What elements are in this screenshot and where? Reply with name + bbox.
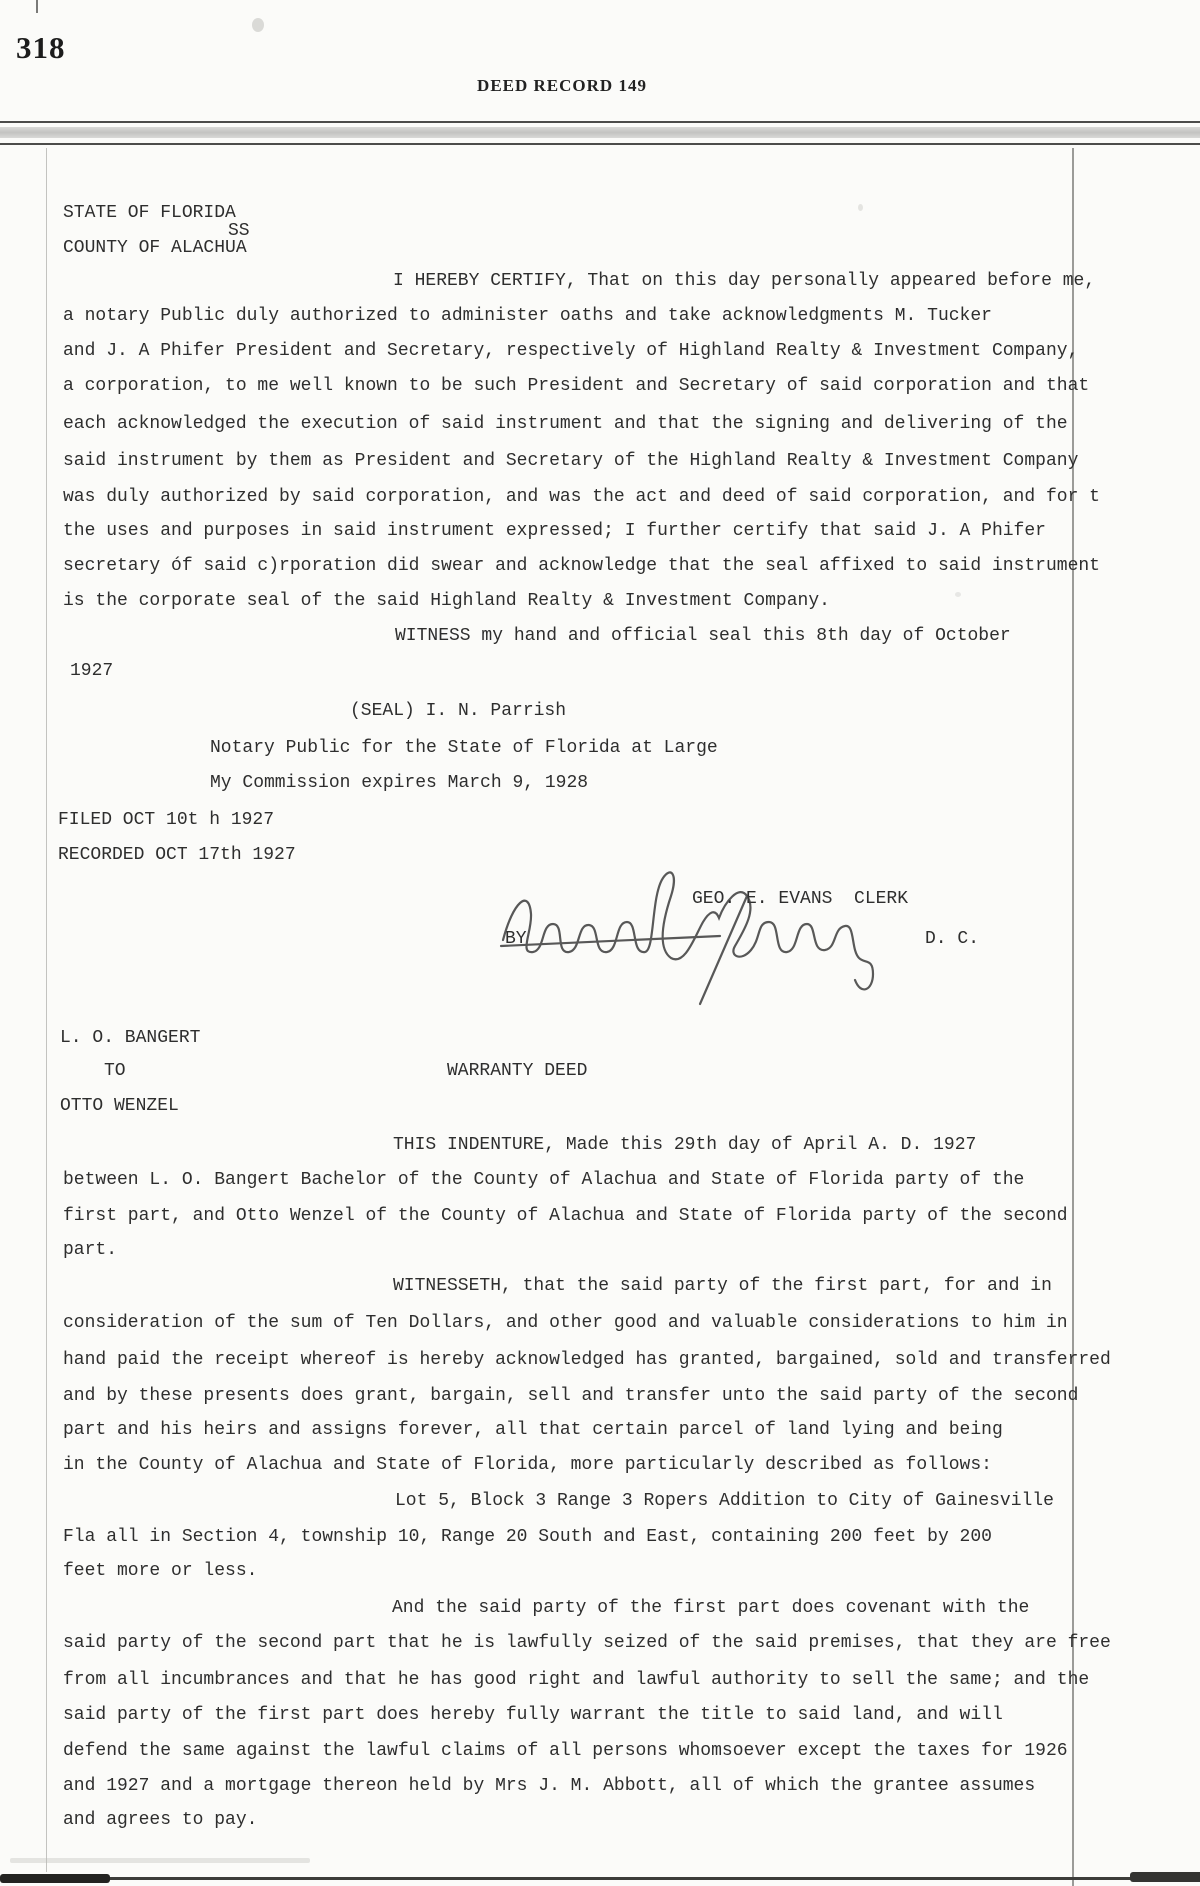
clerk-signature-scrawl	[495, 862, 880, 1007]
filed-line: FILED OCT 10t h 1927	[58, 810, 275, 830]
deed-body-line: from all incumbrances and that he has good right and lawful authority to sell the same; and the	[63, 1670, 1090, 1690]
legal-description-line: Lot 5, Block 3 Range 3 Ropers Addition to City of Gainesville	[395, 1491, 1054, 1511]
witness-year: 1927	[70, 661, 114, 681]
page-bottom-rule	[45, 1877, 1135, 1880]
notary-body-line: said instrument by them as President and Secretary of the Highland Realty & Investment Company	[63, 451, 1079, 471]
deed-body-line: in the County of Alachua and State of Florida, more particularly described as follows:	[63, 1455, 992, 1475]
scan-smudge	[10, 1858, 310, 1863]
page-number: 318	[16, 30, 66, 65]
indenture-line: THIS INDENTURE, Made this 29th day of April A. D. 1927	[393, 1135, 977, 1155]
notary-body-line: and J. A Phifer President and Secretary, respectively of Highland Realty & Investment Company,	[63, 341, 1079, 361]
deed-body-line: and agrees to pay.	[63, 1810, 258, 1830]
notary-body-line: was duly authorized by said corporation, and was the act and deed of said corporation, and for t	[63, 487, 1100, 507]
scan-smudge	[858, 204, 863, 211]
deed-body-line: first part, and Otto Wenzel of the County of Alachua and State of Florida party of the second	[63, 1206, 1068, 1226]
state-caption: STATE OF FLORIDA	[63, 203, 236, 223]
notary-body-line: a corporation, to me well known to be such President and Secretary of said corporation and that	[63, 376, 1090, 396]
deed-body-line: and 1927 and a mortgage thereon held by Mrs J. M. Abbott, all of which the grantee assumes	[63, 1776, 1036, 1796]
scan-smudge	[955, 592, 961, 597]
by-label: BY	[505, 929, 527, 949]
header-rule-band	[0, 127, 1200, 138]
notary-body-line: each acknowledged the execution of said instrument and that the signing and delivering of the	[63, 414, 1068, 434]
header-rule-bottom	[0, 143, 1200, 145]
scan-smudge	[252, 18, 264, 32]
notary-body-line: is the corporate seal of the said Highland Realty & Investment Company.	[63, 591, 830, 611]
grantee-name: OTTO WENZEL	[60, 1096, 179, 1116]
deed-body-line: defend the same against the lawful claims of all persons whomsoever except the taxes for 1926	[63, 1741, 1068, 1761]
notary-body-line: the uses and purposes in said instrument expressed; I further certify that said J. A Phifer	[63, 521, 1046, 541]
deed-body-line: hand paid the receipt whereof is hereby acknowledged has granted, bargained, sold and transferred	[63, 1350, 1111, 1370]
deed-body-line: said party of the second part that he is lawfully seized of the said premises, that they are free	[63, 1633, 1111, 1653]
header-rule-top	[0, 121, 1200, 123]
left-margin-line	[46, 148, 47, 1872]
deed-body-line: consideration of the sum of Ten Dollars, and other good and valuable considerations to him in	[63, 1313, 1068, 1333]
deed-body-line: between L. O. Bangert Bachelor of the County of Alachua and State of Florida party of the	[63, 1170, 1025, 1190]
scan-artifact-blob	[1130, 1872, 1200, 1882]
notary-public-line: Notary Public for the State of Florida at Large	[210, 738, 718, 758]
commission-line: My Commission expires March 9, 1928	[210, 773, 589, 793]
deed-body-line: part and his heirs and assigns forever, all that certain parcel of land lying and being	[63, 1420, 1003, 1440]
grantor-name: L. O. BANGERT	[60, 1028, 201, 1048]
deed-body-line: said party of the first part does hereby fully warrant the title to said land, and will	[63, 1705, 1003, 1725]
notary-body-line: secretary óf said c)rporation did swear and acknowledge that the seal affixed to said instrument	[63, 556, 1100, 576]
covenant-line: And the said party of the first part does covenant with the	[392, 1598, 1030, 1618]
scan-artifact-blob	[0, 1874, 110, 1883]
recorded-line: RECORDED OCT 17th 1927	[58, 845, 296, 865]
ss-caption: SS	[228, 221, 250, 241]
to-label: TO	[104, 1061, 126, 1081]
deed-body-line: part.	[63, 1240, 118, 1260]
certify-line: I HEREBY CERTIFY, That on this day personally appeared before me,	[393, 271, 1096, 291]
legal-description-line: Fla all in Section 4, township 10, Range 20 South and East, containing 200 feet by 200	[63, 1527, 992, 1547]
deed-type-title: WARRANTY DEED	[447, 1061, 588, 1081]
deputy-clerk-label: D. C.	[925, 929, 980, 949]
seal-line: (SEAL) I. N. Parrish	[350, 701, 567, 721]
book-header-title: DEED RECORD 149	[477, 76, 647, 95]
deed-body-line: and by these presents does grant, bargain, sell and transfer unto the said party of the second	[63, 1386, 1079, 1406]
legal-description-line: feet more or less.	[63, 1561, 258, 1581]
scan-artifact-tick	[36, 0, 38, 13]
clerk-name-line: GEO. E. EVANS CLERK	[692, 889, 909, 909]
notary-body-line: a notary Public duly authorized to administer oaths and take acknowledgments M. Tucker	[63, 306, 992, 326]
right-margin-line	[1072, 148, 1074, 1886]
witness-line: WITNESS my hand and official seal this 8th day of October	[395, 626, 1011, 646]
county-caption: COUNTY OF ALACHUA	[63, 238, 247, 258]
witnesseth-line: WITNESSETH, that the said party of the first part, for and in	[393, 1276, 1052, 1296]
